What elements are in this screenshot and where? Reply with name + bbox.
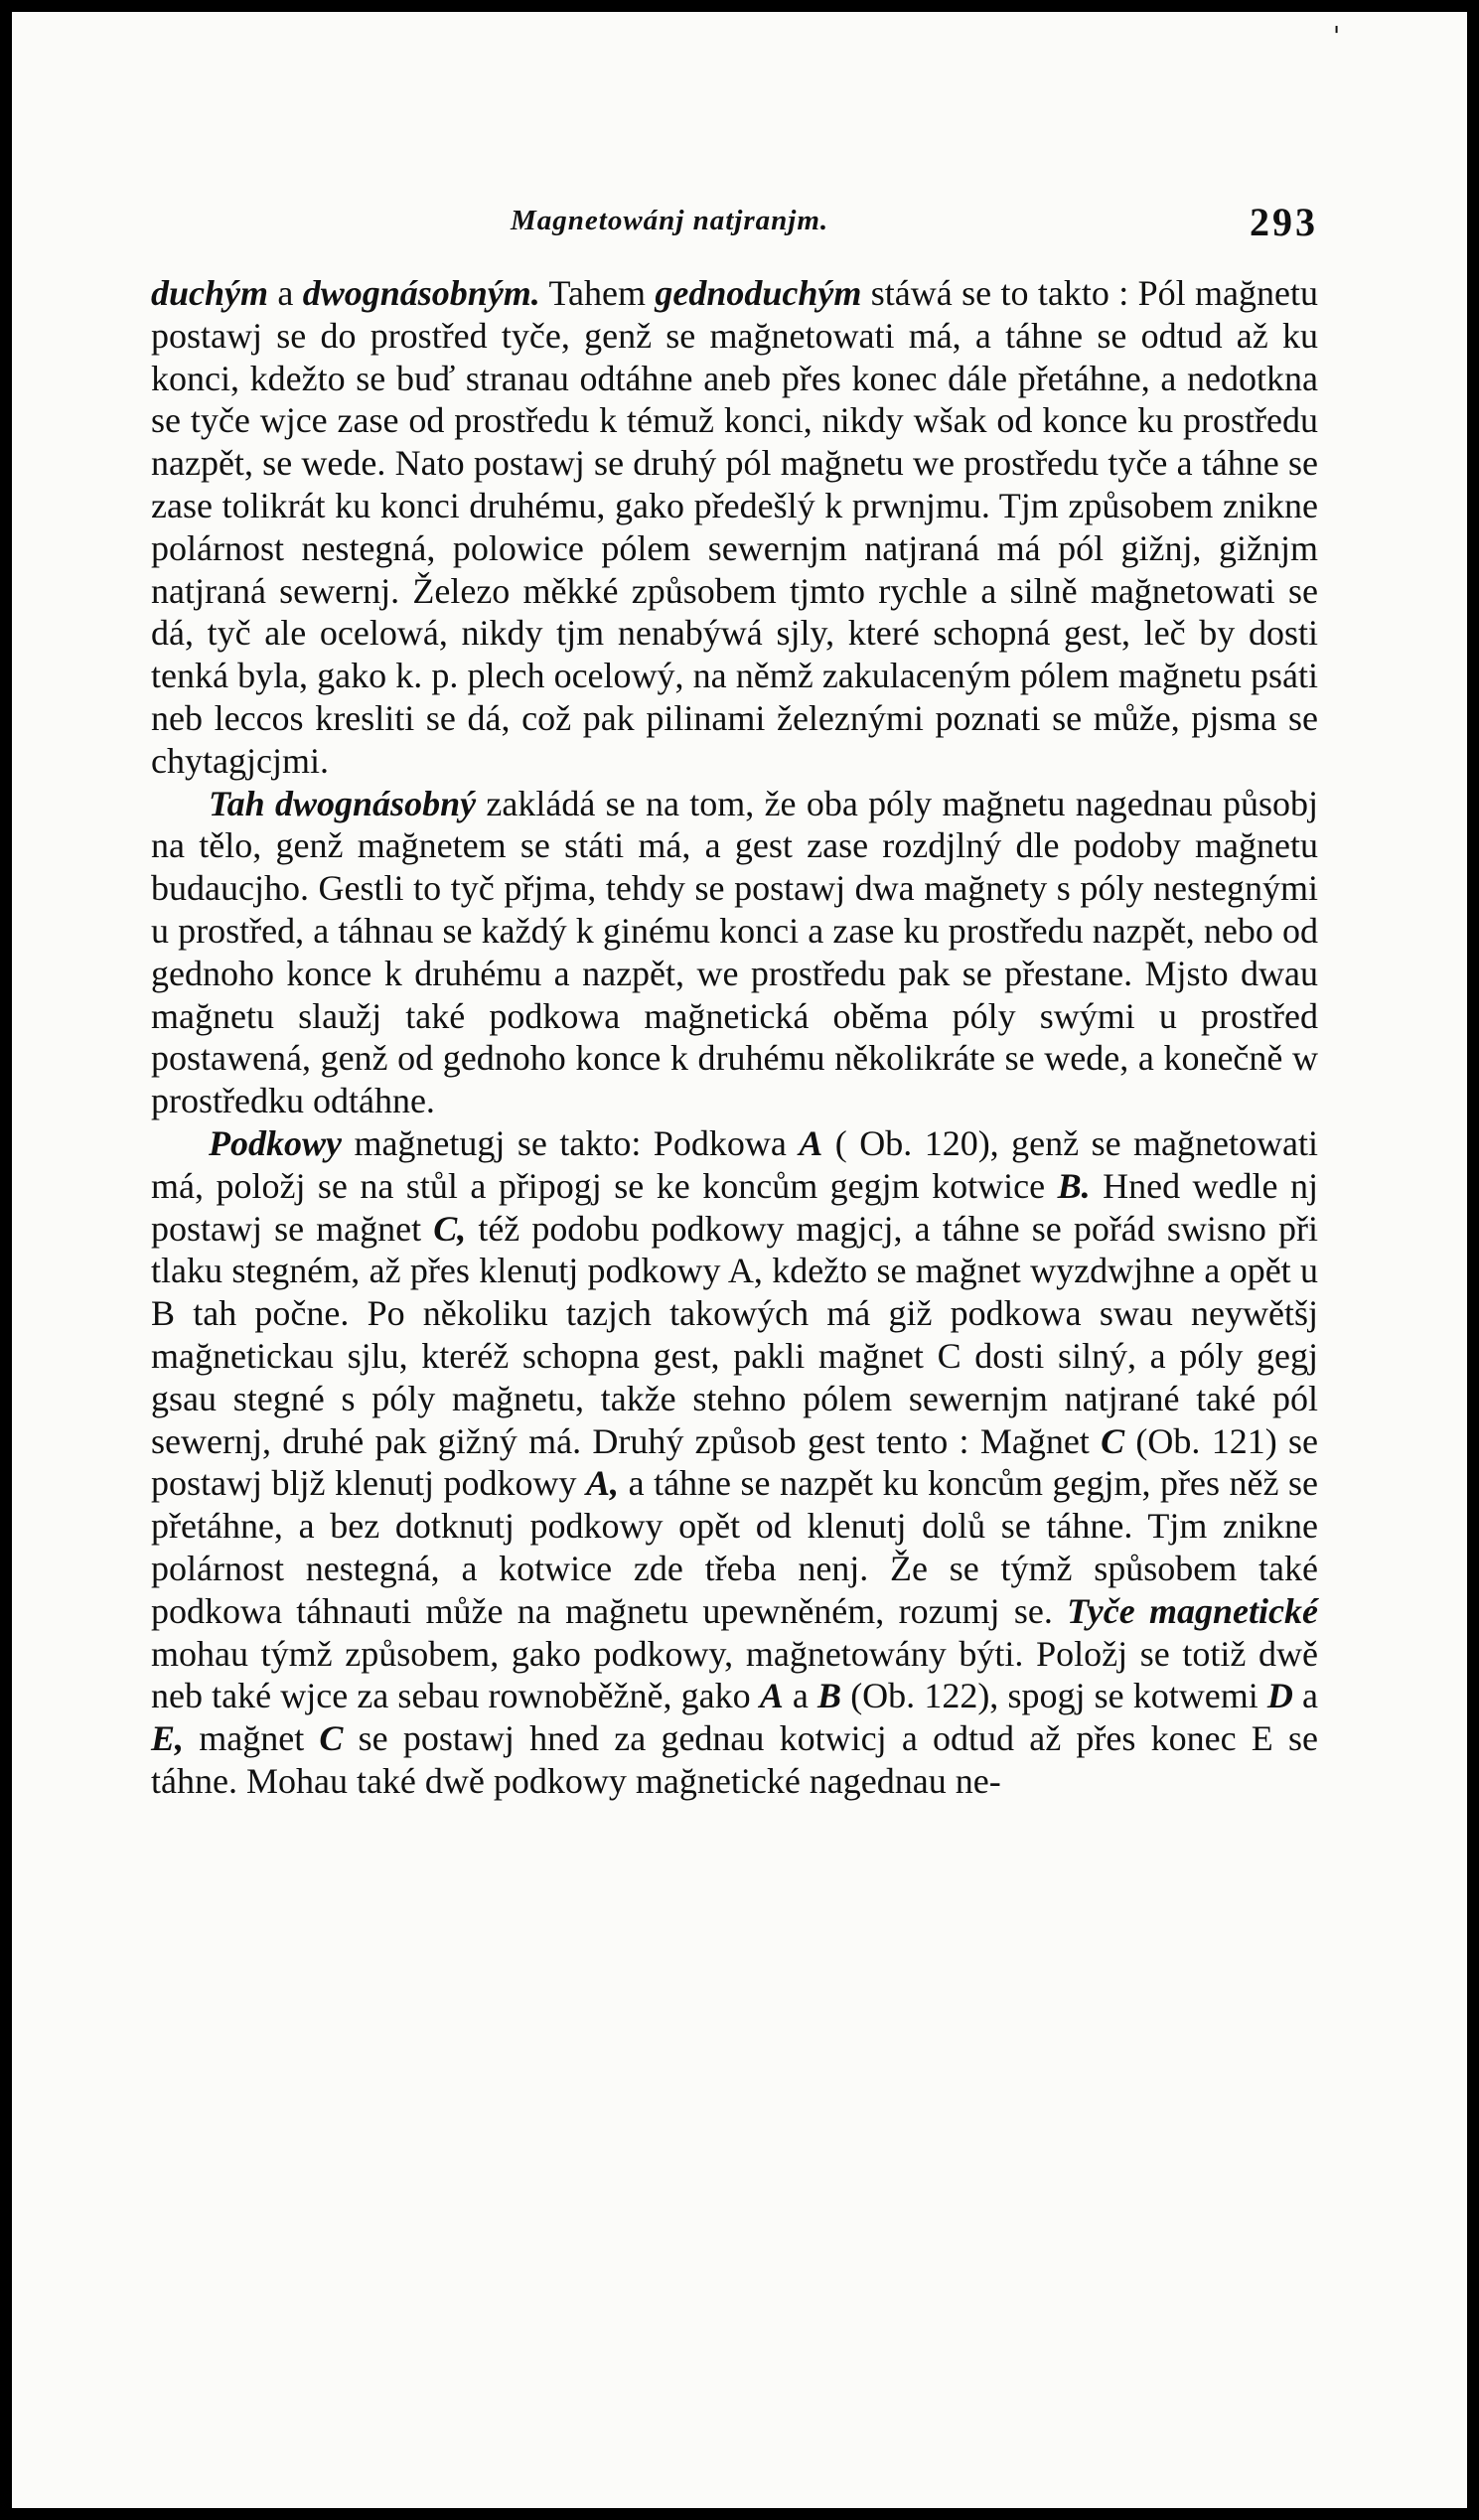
corner-mark: ' — [1333, 22, 1341, 52]
text-run: se postawj hned za gednau kotwicj a odtud až přes konec E se táhne. Mohau také dwě podkowy mağnetické nagednau ne- — [151, 1718, 1318, 1801]
text-run: a — [1292, 1676, 1318, 1716]
text-run: C — [319, 1718, 344, 1759]
text-run: Tah dwognásobný — [209, 783, 477, 823]
text-run: mohau týmž způsobem, gako podkowy, mağnetowány býti. Položj se totiž dwě neb také wjce za sebau rownoběžně, gako — [151, 1633, 1318, 1716]
text-run: duchým — [151, 273, 269, 313]
text-run: Tahem — [539, 273, 656, 313]
text-run: (Ob. 122), spogj se kotwemi — [841, 1676, 1267, 1716]
text-run: mağnet — [184, 1718, 320, 1759]
text-run: též podobu podkowy magjcj, a táhne se pořád swisno při tlaku stegném, až přes klenutj podkowy A, kdežto se mağnet wyzdwjhne a opět u B tah počne. Po několiku tazjch takowých má giž podkowa swau neywětšj mağnetickau sjlu, kteréž schopna gest, pakli mağnet C dosti silný, a póly gegj gsau stegné s póly mağnetu, takže stehno pólem sewernjm natjrané také pól sewernj, druhé pak gižný má. Druhý způsob gest tento : Mağnet — [151, 1208, 1318, 1461]
running-title: Magnetowánj natjranjm. — [511, 205, 829, 236]
text-run: Tyče magnetické — [1067, 1590, 1318, 1631]
text-run: E, — [151, 1718, 185, 1759]
text-run: ( Ob. 120), genž se mağnetowati má, položj se na stůl a připogj se ke koncům gegjm kotwice — [151, 1122, 1318, 1206]
text-run: C, — [433, 1208, 467, 1249]
text-run: a — [268, 273, 303, 313]
text-run: Hned wedle nj postawj se mağnet — [151, 1165, 1318, 1249]
text-run: (Ob. 121) se postawj bljž klenutj podkowy — [151, 1420, 1318, 1504]
page-header — [151, 199, 1318, 248]
book-page — [12, 12, 1467, 2508]
text-run: A — [799, 1122, 823, 1163]
text-run: dwognásobným. — [302, 273, 540, 313]
page-number: 293 — [1250, 200, 1318, 244]
paragraph-1 — [151, 272, 1318, 783]
text-run: mağnetugj se takto: Podkowa — [341, 1122, 800, 1163]
text-run: stáwá se to takto : Pól mağnetu postawj se do prostřed tyče, genž se mağnetowati má, a táhne se odtud až ku konci, kdežto se buď stranau odtáhne aneb přes konec dále přetáhne, a nedotkna se tyče wjce zase od prostředu k témuž konci, nikdy wšak od konce ku prostředu nazpět, se wede. Nato postawj se druhý pól mağnetu we prostředu tyče a táhne se zase tolikrát ku konci druhému, gako předešlý k prwnjmu. Tjm způsobem znikne polárnost nestegná, polowice pólem sewernjm natjraná má pól gižnj, gižnjm natjraná sewernj. Železo měkké způsobem tjmto rychle a silně mağnetowati se dá, tyč ale ocelowá, nikdy tjm nenabýwá sjly, které schopná gest, leč by dosti tenká byla, gako k. p. plech ocelowý, na němž zakulaceným pólem mağnetu psáti neb leccos kresliti se dá, což pak pilinami železnými poznati se může, pjsma se chytagjcjmi. — [151, 273, 1318, 781]
paragraph-2 — [151, 783, 1318, 1122]
paragraph-3 — [151, 1122, 1318, 1803]
text-run: Podkowy — [209, 1122, 342, 1163]
text-run: a táhne se nazpět ku koncům gegjm, přes něž se přetáhne, a bez dotknutj podkowy opět od klenutj dolů se táhne. Tjm znikne polárnost nestegná, a kotwice zde třeba nenj. Že se týmž spůsobem také podkowa táhnauti může na mağnetu upewněném, rozumj se. — [151, 1463, 1318, 1631]
text-run: gednoduchým — [655, 273, 862, 313]
text-run: D — [1266, 1676, 1293, 1716]
body-text — [151, 272, 1318, 1803]
text-run: A — [759, 1676, 784, 1716]
text-run: a — [783, 1676, 818, 1716]
text-run: A, — [586, 1463, 620, 1504]
text-run: B. — [1057, 1165, 1091, 1206]
text-run: B — [817, 1676, 842, 1716]
text-run: zakládá se na tom, že oba póly mağnetu nagednau působj na tělo, genž mağnetem se státi má, a gest zase rozdjlný dle podoby mağnetu budaucjho. Gestli to tyč přjma, tehdy se postawj dwa mağnety s póly nestegnými u prostřed, a táhnau se každý k ginému konci a zase ku prostředu nazpět, nebo od gednoho konce k druhému a nazpět, we prostředu pak se přestane. Mjsto dwau mağnetu slaužj také podkowa mağnetická oběma póly swými u prostřed postawená, genž od gednoho konce k druhému několikráte se wede, a konečně w prostředku odtáhne. — [151, 783, 1319, 1121]
text-run: C — [1101, 1420, 1125, 1461]
